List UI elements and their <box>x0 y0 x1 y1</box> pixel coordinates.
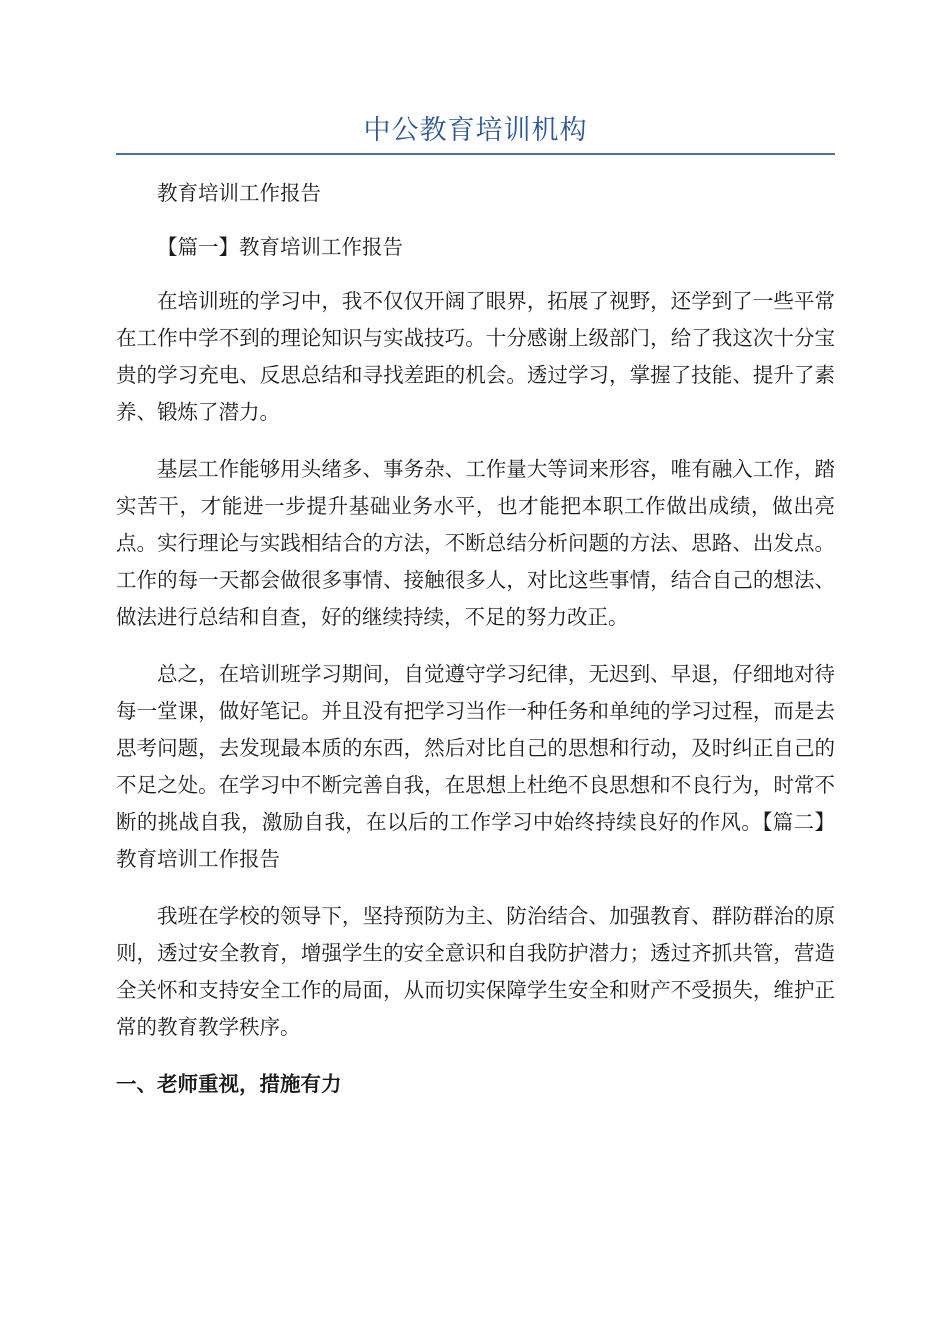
document-body <box>116 175 835 1103</box>
paragraph: 总之，在培训班学习期间，自觉遵守学习纪律，无迟到、早退，仔细地对待每一堂课，做好笔记。并且没有把学习当作一种任务和单纯的学习过程，而是去思考问题，去发现最本质的东西，然后对比自己的思想和行动，及时纠正自己的不足之处。在学习中不断完善自我，在思想上杜绝不良思想和不良行为，时常不断的挑战自我，激励自我，在以后的工作学习中始终持续良好的作风。【篇二】教育培训工作报告 <box>116 662 835 871</box>
paragraph: 我班在学校的领导下，坚持预防为主、防治结合、加强教育、群防群治的原则，透过安全教育，增强学生的安全意识和自我防护潜力；透过齐抓共管，营造全关怀和支持安全工作的局面，从而切实保障学生安全和财产不受损失，维护正常的教育教学秩序。 <box>116 904 835 1039</box>
section-heading: 一、老师重视，措施有力 <box>116 1072 342 1096</box>
header-divider <box>116 153 835 155</box>
part-one-title: 【篇一】教育培训工作报告 <box>157 235 403 259</box>
paragraph: 基层工作能够用头绪多、事务杂、工作量大等词来形容，唯有融入工作，踏实苦干，才能进一步提升基础业务水平，也才能把本职工作做出成绩，做出亮点。实行理论与实践相结合的方法，不断总结分析问题的方法、思路、出发点。工作的每一天都会做很多事情、接触很多人，对比这些事情，结合自己的想法、做法进行总结和自查，好的继续持续，不足的努力改正。 <box>116 457 835 629</box>
paragraph: 在培训班的学习中，我不仅仅开阔了眼界，拓展了视野，还学到了一些平常在工作中学不到的理论知识与实战技巧。十分感谢上级部门，给了我这次十分宝贵的学习充电、反思总结和寻找差距的机会。透过学习，掌握了技能、提升了素养、锻炼了潜力。 <box>116 289 835 424</box>
document-title: 教育培训工作报告 <box>157 181 321 205</box>
header-title: 中公教育培训机构 <box>363 115 588 146</box>
